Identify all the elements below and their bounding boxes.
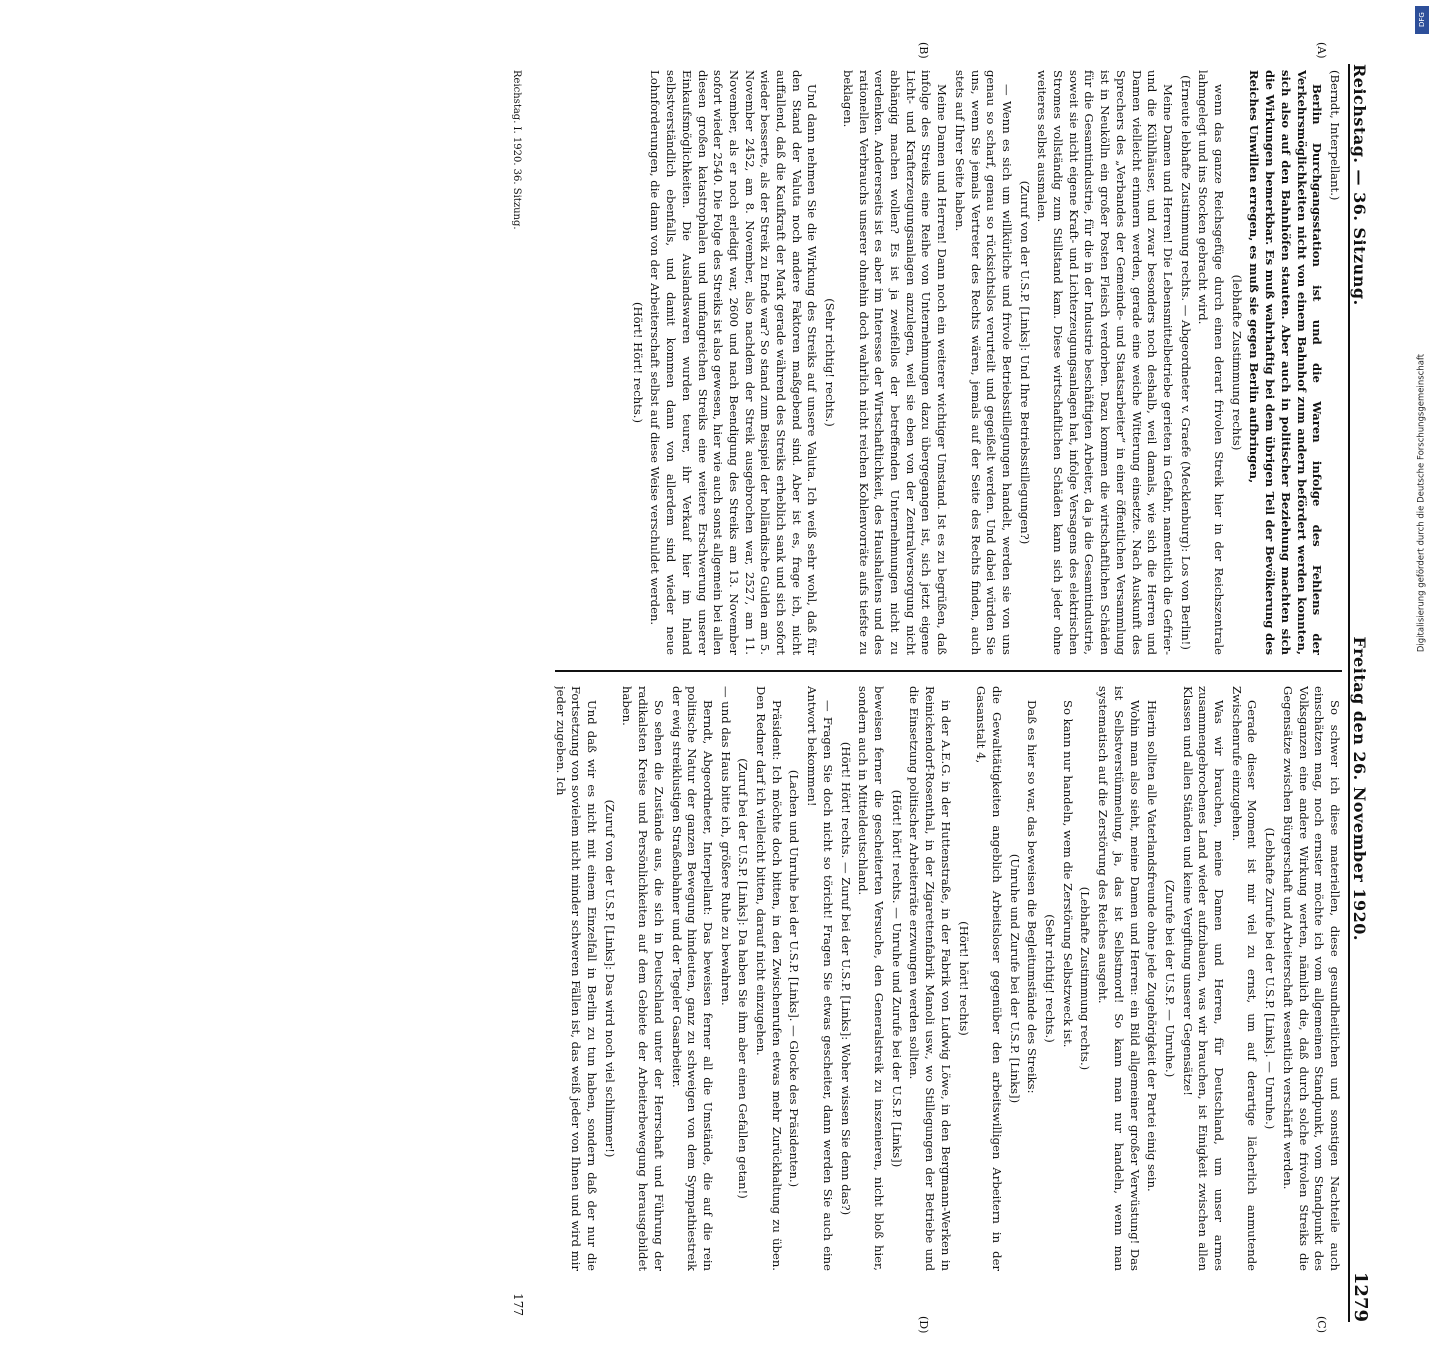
margin-marker-d: (D)	[917, 1316, 930, 1334]
paragraph: So schwer ich diese materiellen, diese gesundheitlichen und sonstigen Nachteile auch einschätzen mag, noch ernster möchte ich vom allgemeinen Standpunkt, vom Standpunkt des Volksganzen eine andere Wirkung werten, nämlich die, daß durch solche frivolen Streiks die Gegensätze zwischen Bürgerschaft und Arbeiterschaft wesentlich verschärft werden.	[1280, 686, 1342, 1271]
interjection: (Zuruf von der U.S.P. [Links]: Das wird noch viel schlimmer!)	[602, 799, 617, 1158]
paragraph: wenn das ganze Reichsgefüge durch einen derart frivolen Streik hier in der Reichszentrale lahmgelegt und ins Stocken gebracht wird.	[1196, 70, 1227, 655]
left-column	[525, 70, 1342, 655]
paragraph: Und daß wir es nicht mit einem Einzelfall in Berlin zu tun haben, sondern daß der nur die Fortsetzung von sovielem nicht minder schweren Fällen ist, das weiß jeder von Ihnen und wird mir jeder zugeben. Ich	[553, 686, 600, 1271]
interjection: (lebhafte Zustimmung rechts)	[1229, 274, 1244, 451]
paragraph: die Gewalttätigkeiten angeblich Arbeitsloser gegenüber den arbeitswilligen Arbeitern in der Gasanstalt 4,	[974, 686, 1004, 1271]
margin-marker-b: (B)	[917, 42, 930, 59]
interjection: (Hört! hört! rechts. — Unruhe und Zurufe bei der U.S.P. [Links])	[889, 789, 904, 1168]
interjection: (Zuruf von der U.S.P. [Links]: Und Ihre Betriebsstillegungen?)	[1017, 180, 1032, 545]
header-date: Freitag den 26. November 1920.	[1350, 636, 1369, 941]
paragraph: Und dann nehmen Sie die Wirkung des Streiks auf unsere Valuta. Ich weiß sehr wohl, daß für den Stand der Valuta noch andere Faktoren maßgebend sind. Aber ist es, frage ich, nicht auffallend, daß die Kaufkraft der Mark gerade während des Streiks erheblich sank und sich sofort wieder besserte, als der Streik zu Ende war? So stand zum Beispiel der holländische Gulden am 5. November 2452, am 8. November, also nachdem der Streik ausgebrochen war, 2527, am 11. November, als er noch erledigt war, 2600 und nach Beendigung des Streiks am 13. November sofort wieder 2540. Die Folge des Streiks ist also gewesen, hier wie auch sonst allgemein bei allen diesen großen katastrophalen und umfangreichen Streiks eine weitere Erschwerung unserer Einkaufsmöglichkeiten. Die Auslandswaren wurden teurer, ihr Verkauf hier im Inland selbstverständlich ebenfalls, und damit kommen dann von allerdem sind wieder neue Lohnforderungen, die dann von der Arbeiterschaft selbst auf diese Weise verschuldet werden.	[648, 70, 820, 655]
interjection: (Zuruf bei der U.S.P. [Links]: Da haben Sie ihm aber einen Gefallen getan!)	[736, 758, 751, 1199]
right-column	[525, 686, 1342, 1271]
paragraph: Wohin man also sieht, meine Damen und Herren: ein Bild allgemeiner großer Verwüstung! Das ist Selbstverstümmelung, ja, das ist Selbstmord! So kann man nur handeln, wenn man systematisch auf die Zerstörung des Reiches ausgeht.	[1096, 686, 1142, 1271]
page-number: 1279	[1350, 1271, 1371, 1322]
paragraph: Hierin sollten alle Vaterlandsfreunde ohne jede Zugehörigkeit der Partei einig sein.	[1145, 700, 1160, 1192]
document-page	[495, 34, 1400, 1352]
paragraph: So sehen die Zustände aus, die sich in Deutschland unter der Herrschaft und Führung der radikalsten Kreise und Persönlichkeiten auf dem Gebiete der Arbeiterbewegung herausgebildet haben.	[620, 686, 666, 1271]
interjection: (Lachen und Unruhe bei der U.S.P. [Links]. — Glocke des Präsidenten.)	[787, 769, 802, 1188]
interjection: (Lebhafte Zustimmung rechts.)	[1078, 886, 1093, 1071]
header-left: Reichstag. — 36. Sitzung.	[1350, 64, 1369, 306]
paragraph: Gerade dieser Moment ist mir viel zu ernst, um auf derartige lächerlich anmutende Zwischenrufe einzugehen.	[1229, 686, 1260, 1271]
paragraph: — Wenn es sich um willkürliche und frivole Betriebsstillegungen handelt, werden sie von uns genau so scharf, genau so rücksichtslos verurteilt und gegeißelt werden. Und dabei würden Sie uns, wenn Sie jemals Vertreter des Rechts wären, jemals auf der Seite des Rechts finden, auch stets auf Ihrer Seite haben.	[952, 70, 1014, 655]
interjection: (Hört! Hört! rechts. — Zuruf bei der U.S.P. [Links]: Woher wissen Sie denn das?)	[838, 741, 853, 1216]
paragraph: Was wir brauchen, meine Damen und Herren, für Deutschland, um unser armes zusammengebrochenes Land wieder aufzubauen, was wir brauchen, ist Einigkeit zwischen allen Klassen und allen Ständen und keine Vergiftung unserer Gegensätze!	[1180, 686, 1227, 1271]
paragraph: Daß es hier so war, das beweisen die Begleitumstände des Streiks:	[1025, 700, 1040, 1094]
interjection: (Sehr richtig! rechts.)	[1043, 914, 1058, 1043]
paragraph: Meine Damen und Herren! Dann noch ein weiterer wichtiger Umstand. Ist es zu begrüßen, daß infolge des Streiks eine Reihe von Unternehmungen dazu übergegangen ist, sich jetzt eigene Licht- und Krafterzeugungsanlagen anzulegen, weil sie eben von der Zentralversorgung nicht abhängig machen wollen? Es ist ja zweifellos der betreffenden Unternehmungen nicht zu verdenken. Andererseits ist es aber im Interesse der Wirtschaftlichkeit, des Haushaltens und des rationellen Verbrauchs unserer ohnehin doch wahrlich nicht reichen Kohlenvorräte aufs tiefste zu beklagen.	[840, 70, 950, 655]
paragraph: Präsident: Ich möchte doch bitten, in den Zwischenrufen etwas mehr Zurückhaltung zu üben. Den Redner darf ich vielleicht bitten, darauf nicht einzugehen.	[754, 686, 784, 1271]
paragraph: — und das Haus bitte ich, größere Ruhe zu bewahren.	[718, 686, 733, 1006]
paragraph: — Fragen Sie doch nicht so töricht! Fragen Sie etwas gescheiter, dann werden Sie auch eine Antwort bekommen!	[805, 686, 835, 1271]
paragraph: So kann nur handeln, wem die Zerstörung Selbstzweck ist.	[1060, 700, 1075, 1048]
rotated-page	[82, 34, 1400, 1334]
interjection: (Zurufe bei der U.S.P. — Unruhe.)	[1162, 879, 1177, 1078]
paragraph: Berndt, Abgeordneter, Interpellant: Das beweisen ferner all die Umstände, die auf die rein politische Natur der ganzen Bewegung hindeuten, ganz zu schweigen von dem Sympathiestreik der ewig streiklustigen Straßenbahner und der Tegeler Gasarbeiter.	[669, 686, 715, 1271]
footer-left: Reichstag. I. 1920. 36. Sitzung.	[511, 70, 522, 230]
interjection: (Erneute lebhafte Zustimmung rechts. — Abgeordneter v. Graefe (Mecklenburg): Los von Berlin!)	[1178, 75, 1193, 650]
interjection: (Lebhafte Zurufe bei der U.S.P. [Links]. — Unruhe.)	[1263, 827, 1278, 1130]
paragraph: beweisen ferner die gescheiterten Versuche, den Generalstreik zu inszenieren, nicht bloß hier, sondern auch in Mitteldeutschland.	[856, 686, 887, 1271]
paragraph: (Berndt, Interpellant.)	[1328, 70, 1342, 201]
interjection: (Hört! hört! rechts)	[956, 921, 971, 1036]
margin-marker-a: (A)	[1315, 42, 1328, 59]
paragraph: in der A.E.G. in der Huttenstraße, in der Fabrik von Ludwig Löwe, in den Bergmann-Werken in Reinickendorf-Rosenthal, in der Zigarettenfabrik Manoli usw., wo Stillegungen der Betriebe und die Einsetzung politischer Arbeiterräte erzwungen werden sollten.	[907, 686, 953, 1271]
page-header	[1348, 64, 1386, 1322]
column-divider	[555, 670, 1342, 672]
interjection: (Hört! Hört! rechts.)	[630, 302, 645, 423]
digitization-text: Digitalisierung gefördert durch die Deutsche Forschungsgemeinschaft	[1416, 353, 1427, 653]
paragraph: Meine Damen und Herren! Die Lebensmittelbetriebe gerieten in Gefahr, namentlich die Gefrier- und die Kühlhäuser, und zwar besonders noch deshalb, weil damals, wie sich die Herren und Damen vielleicht erinnern werden, gerade eine weiche Witterung einsetzte. Nach Auskunft des Sprechers des „Verbandes der Gemeinde- und Staatsarbeiter“ in einer öffentlichen Versammlung ist in Neukölln ein großer Posten Fleisch verdorben. Dazu kommen die wirtschaftlichen Schäden für die Gesamtindustrie, für die in der Industrie beschäftigten Arbeiter, da ja die Gesamtindustrie, soweit sie nicht eigene Kraft- und Lichterzeugungsanlagen hat, infolge Versagens des elektrischen Stromes vollständig zum Stillstand kam. Diese wirtschaftlichen Schäden kann sich jeder ohne weiteres selbst ausmalen.	[1035, 70, 1175, 655]
footer-signature: 177	[511, 1293, 525, 1316]
digitization-note	[1414, 8, 1428, 993]
dfg-logo-icon: DFG	[1415, 6, 1429, 34]
paragraph: Berlin Durchgangsstation ist und die Waren infolge des Fehlens der Verkehrsmöglichkeiten nicht von einem Bahnhof zum andern befördert werden konnten, sich also auf den Bahnhöfen stauten. Aber auch in politischer Beziehung machten sich die Wirkungen bemerkbar. Es muß wahrhaftig bei dem übrigen Teil der Bevölkerung des Reiches Unwillen erregen, es muß sie gegen Berlin aufbringen,	[1247, 70, 1325, 655]
interjection: (Sehr richtig! rechts.)	[823, 298, 838, 427]
margin-marker-c: (C)	[1315, 1316, 1328, 1333]
interjection: (Unruhe und Zurufe bei der U.S.P. [Links])	[1007, 853, 1022, 1104]
